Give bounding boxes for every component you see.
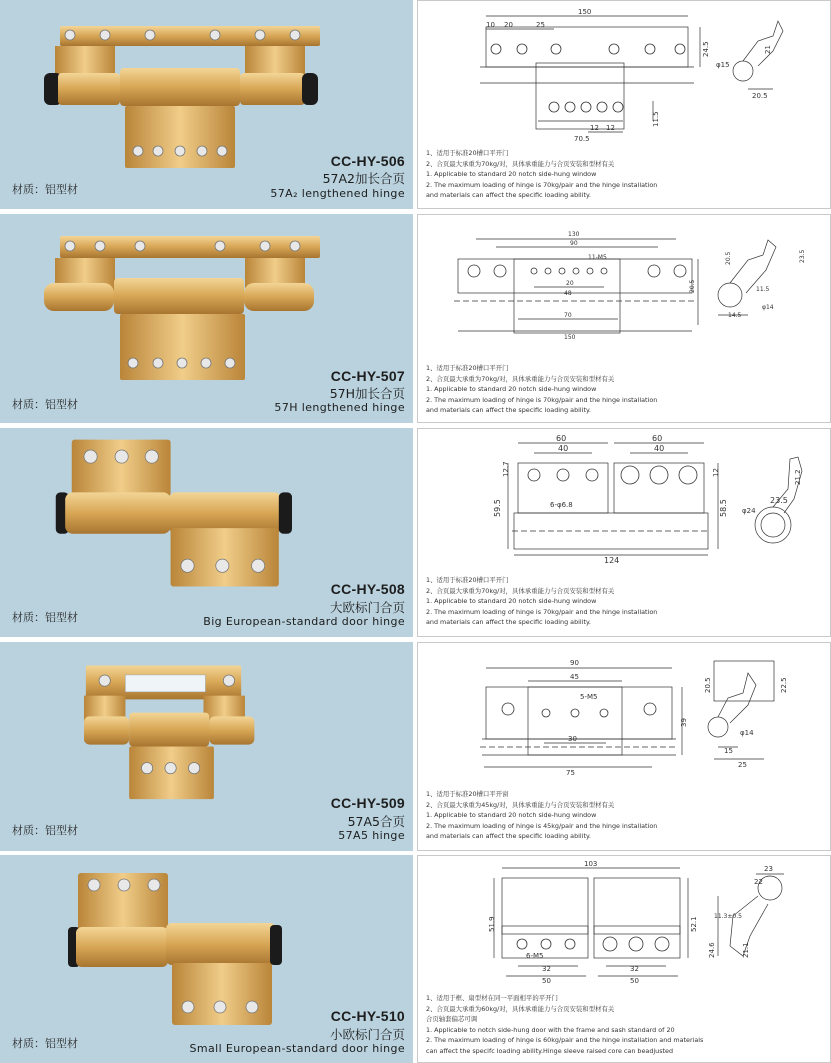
dim-label: 70.5 [574, 135, 590, 143]
dim-label: 32 [630, 965, 639, 973]
dim-label: 48 [564, 290, 572, 297]
dim-label: 11.3±0.5 [714, 913, 742, 920]
technical-drawing [418, 643, 830, 793]
dim-label: 21.1 [742, 942, 750, 958]
note-line: 2、合页最大承重为60kg/对，具体承重能力与合页安装和型材有关 [426, 1004, 615, 1013]
technical-drawing [418, 215, 830, 365]
dim-label: 25 [738, 761, 747, 769]
dim-label: 20.5 [752, 92, 768, 100]
dim-label: 50 [630, 977, 639, 985]
dim-label: 15 [724, 747, 733, 755]
dim-label: 12 [590, 124, 599, 132]
dim-label: 52.1 [690, 916, 698, 932]
note-line: 2. The maximum loading of hinge is 45kg/pair and the hinge installation [426, 821, 658, 830]
dim-label: 11-M5 [588, 254, 607, 261]
product-name-en: Big European-standard door hinge [203, 615, 405, 628]
dim-label: 6-φ6.8 [550, 501, 573, 509]
dim-label: 20 [566, 280, 574, 287]
material-label: 材质：铝型材 [12, 824, 78, 837]
note-line: 2. The maximum loading of hinge is 70kg/pair and the hinge installation [426, 607, 658, 616]
product-model: CC-HY-509 [330, 795, 405, 811]
dim-label: φ14 [740, 729, 754, 737]
product-row-508 [0, 428, 831, 637]
product-model: CC-HY-506 [330, 153, 405, 169]
note-line: and materials can affect the specific loading ability. [426, 406, 591, 415]
note-line: can affect the specifc loading ability.Hinge sleeve raised core can beadjusted [426, 1046, 674, 1055]
note-line: 1、适用于标准20槽口平开门 [426, 364, 509, 372]
dim-label: 11.5 [652, 111, 660, 127]
note-line: 1、适用于标准20槽口平开门 [426, 149, 509, 157]
spec-panel [417, 642, 831, 851]
hinge-photo [30, 434, 330, 594]
note-line: 1、适用于框、扇型材在同一平面相平的平开门 [426, 994, 558, 1002]
note-line: and materials can affect the specific loading ability. [426, 832, 591, 841]
note-line: 2. The maximum loading of hinge is 70kg/pair and the hinge installation [426, 180, 658, 189]
spec-notes [426, 993, 826, 1057]
hinge-photo [30, 228, 330, 388]
note-line: 2、合页最大承重为70kg/对，具体承重能力与合页安装和型材有关 [426, 586, 615, 595]
product-name-en: 57A5 hinge [338, 829, 405, 842]
dim-label: 70 [564, 312, 572, 319]
dim-label: 90 [570, 240, 578, 247]
dim-label: 23 [764, 865, 773, 873]
dim-label: 75 [566, 769, 575, 777]
dim-label: 60 [556, 434, 567, 443]
note-line: 1. Applicable to standard 20 notch side-hung window [426, 170, 597, 179]
dim-label: 20.5 [725, 251, 732, 265]
dim-label: 124 [604, 556, 620, 565]
product-model: CC-HY-508 [330, 581, 405, 597]
dim-label: 90 [570, 659, 579, 667]
product-panel [0, 855, 413, 1063]
dim-label: 51.9 [488, 916, 496, 932]
note-line: 合页轴套偏芯可调 [426, 1015, 478, 1024]
product-row-510 [0, 855, 831, 1063]
dim-label: 30 [568, 735, 577, 743]
hinge-photo [30, 18, 330, 178]
hinge-photo [30, 658, 330, 818]
spec-panel [417, 428, 831, 637]
dim-label: 40 [558, 444, 569, 453]
spec-panel [417, 855, 831, 1063]
technical-drawing [418, 1, 830, 151]
dim-label: 32 [542, 965, 551, 973]
dim-label: 150 [578, 8, 592, 16]
product-name-cn: 大欧标门合页 [329, 600, 405, 615]
note-line: and materials can affect the specific loading ability. [426, 191, 591, 200]
dim-label: 20.5 [704, 677, 712, 693]
dim-label: 24.5 [702, 41, 710, 57]
dim-label: 14.5 [728, 312, 742, 319]
material-label: 材质：铝型材 [12, 1037, 78, 1050]
note-line: 1. Applicable to standard 20 notch side-hung window [426, 597, 597, 606]
technical-drawing [418, 429, 830, 579]
dim-label: 12 [712, 468, 720, 477]
hinge-photo [30, 871, 330, 1031]
dim-label: φ14 [762, 304, 774, 311]
product-row-506 [0, 0, 831, 209]
dim-label: 103 [584, 860, 598, 868]
product-name-cn: 57A2加长合页 [322, 171, 405, 186]
product-name-en: Small European-standard door hinge [189, 1042, 405, 1055]
spec-notes [426, 575, 826, 628]
note-line: 2、合页最大承重为70kg/对，具体承重能力与合页安装和型材有关 [426, 159, 615, 168]
dim-label: 12.7 [502, 461, 510, 477]
dim-label: 58.5 [719, 499, 728, 517]
dim-label: 25 [536, 21, 545, 29]
note-line: and materials can affect the specific loading ability. [426, 618, 591, 627]
dim-label: 22 [754, 878, 763, 886]
product-model: CC-HY-510 [330, 1008, 405, 1024]
dim-label: 6-M5 [526, 952, 544, 960]
note-line: 2. The maximum loading of hinge is 60kg/pair and the hinge installation and materials [426, 1036, 704, 1045]
dim-label: φ24 [742, 507, 756, 515]
dim-label: 23.5 [770, 496, 788, 505]
product-panel [0, 0, 413, 209]
dim-label: 40 [654, 444, 665, 453]
note-line: 1、适用于标准20槽口平开窗 [426, 790, 509, 798]
dim-label: 50 [542, 977, 551, 985]
note-line: 2、合页最大承重为70kg/对，具体承重能力与合页安装和型材有关 [426, 374, 615, 383]
note-line: 1. Applicable to standard 20 notch side-hung window [426, 811, 597, 820]
dim-label: 20.5 [689, 279, 696, 293]
dim-label: 59.5 [493, 499, 502, 517]
note-line: 2. The maximum loading of hinge is 70kg/pair and the hinge installation [426, 395, 658, 404]
product-panel [0, 214, 413, 423]
product-row-507 [0, 214, 831, 423]
dim-label: 21.2 [794, 469, 802, 485]
dim-label: 21 [764, 45, 772, 54]
dim-label: 10 [486, 21, 495, 29]
product-panel [0, 642, 413, 851]
product-name-cn: 57H加长合页 [329, 386, 405, 401]
spec-notes [426, 789, 826, 842]
dim-label: 22.5 [780, 677, 788, 693]
note-line: 1. Applicable to standard 20 notch side-hung window [426, 385, 597, 394]
material-label: 材质：铝型材 [12, 398, 78, 411]
dim-label: 150 [564, 334, 576, 341]
material-label: 材质：铝型材 [12, 611, 78, 624]
dim-label: 60 [652, 434, 663, 443]
note-line: 1、适用于标准20槽口平开门 [426, 576, 509, 584]
note-line: 2、合页最大承重为45kg/对，具体承重能力与合页安装和型材有关 [426, 800, 615, 809]
product-name-en: 57A₂ lengthened hinge [270, 187, 405, 200]
product-panel [0, 428, 413, 637]
dim-label: 11.5 [756, 286, 770, 293]
dim-label: 130 [568, 231, 580, 238]
spec-notes [426, 363, 826, 416]
spec-notes [426, 148, 826, 201]
dim-label: 45 [570, 673, 579, 681]
dim-label: 12 [606, 124, 615, 132]
dim-label: 20 [504, 21, 513, 29]
dim-label: 5-M5 [580, 693, 598, 701]
product-name-cn: 小欧标门合页 [329, 1027, 405, 1042]
dim-label: 23.5 [799, 249, 806, 263]
dim-label: φ15 [716, 61, 730, 69]
product-name-cn: 57A5合页 [347, 814, 405, 829]
product-name-en: 57H lengthened hinge [274, 401, 405, 414]
spec-panel [417, 214, 831, 423]
product-model: CC-HY-507 [330, 368, 405, 384]
technical-drawing [418, 856, 830, 1001]
material-label: 材质：铝型材 [12, 183, 78, 196]
dim-label: 39 [680, 718, 688, 727]
spec-panel [417, 0, 831, 209]
product-row-509 [0, 642, 831, 851]
note-line: 1. Applicable to notch side-hung door with the frame and sash standard of 20 [426, 1025, 675, 1034]
dim-label: 24.6 [708, 942, 716, 958]
